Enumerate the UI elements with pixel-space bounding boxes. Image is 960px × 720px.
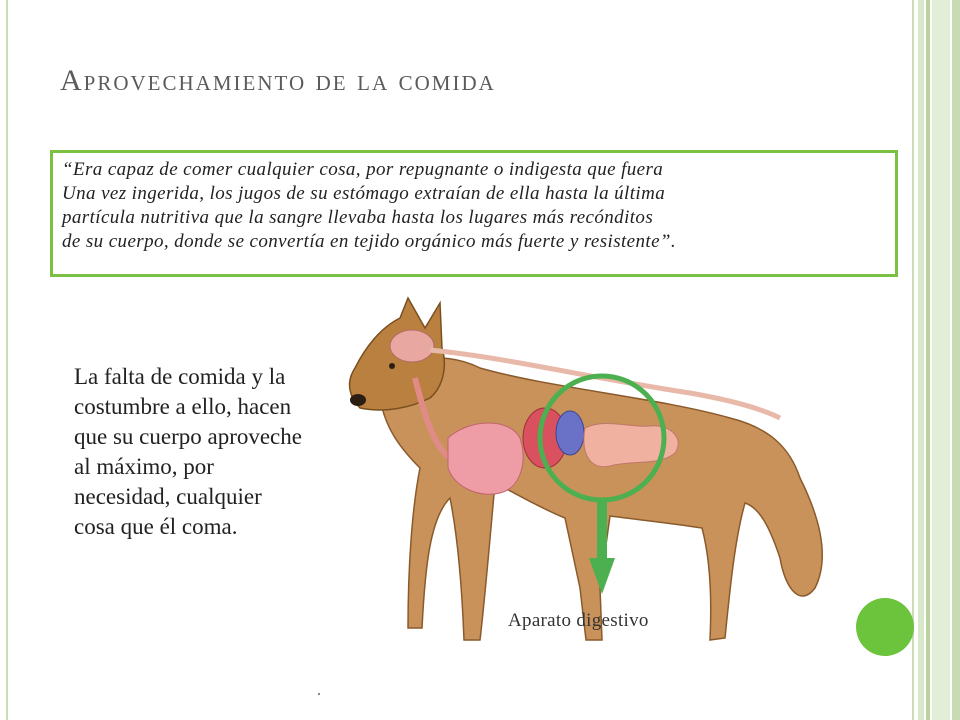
brain (390, 330, 434, 362)
lungs (448, 423, 523, 494)
green-circle-decoration (856, 598, 914, 656)
quote-box: “Era capaz de comer cualquier cosa, por repugnante o indigesta que fuera Una vez ingerida, los jugos de su estómago extraían de ella hasta la última partícula nutritiva que la sangre llevaba hasta los lugares más recónditos de su cuerpo, donde se convertía en tejido orgánico más fuerte y resistente”. (50, 150, 898, 277)
side-decoration (918, 0, 924, 720)
body-paragraph: La falta de comida y la costumbre a ello, hacen que su cuerpo aproveche al máximo, por necesidad, cualquier cosa que él coma. (74, 364, 302, 539)
figure-caption: Aparato digestivo (508, 610, 649, 631)
side-decoration (932, 0, 950, 720)
side-decoration (952, 0, 960, 720)
slide-title: Aprovechamiento de la comida (60, 64, 496, 97)
dog-nose (350, 394, 366, 406)
stomach (556, 411, 584, 455)
dog-eye (389, 363, 395, 369)
footer-dot (318, 693, 320, 695)
side-decoration (926, 0, 930, 720)
down-arrow-shaft (597, 502, 607, 562)
